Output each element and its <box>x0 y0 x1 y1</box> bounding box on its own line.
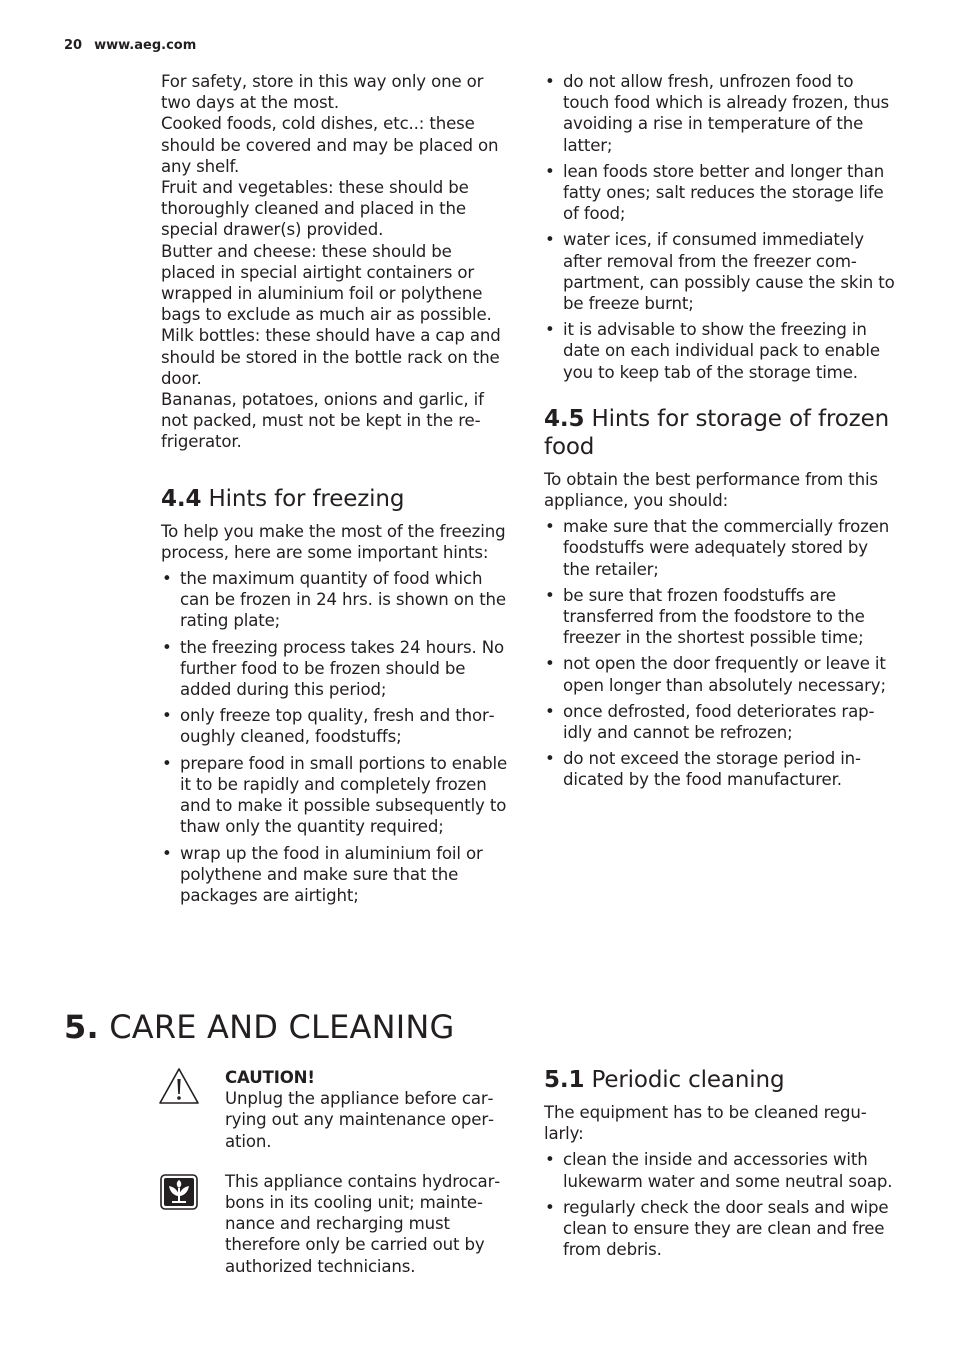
care-notices <box>225 1067 515 1277</box>
list-item: • lean foods store better and longer than fatty ones; salt reduces the storage life of food; <box>544 161 896 225</box>
section-heading-4-4 <box>161 485 511 513</box>
website-link[interactable]: www.aeg.com <box>94 38 197 53</box>
section-number: 4.4 <box>161 485 202 512</box>
list-item: • do not allow fresh, unfrozen food to touch food which is already frozen, thus avoiding a rise in temperature of the latter; <box>544 71 896 156</box>
periodic-cleaning-column <box>544 1067 896 1265</box>
freezing-hints-continued-list <box>544 71 896 383</box>
caution-title: CAUTION! <box>225 1068 315 1087</box>
storage-paragraph: Fruit and vegetables: these should be thoroughly cleaned and placed in the special drawer(s) provided. <box>161 178 469 240</box>
section-intro: The equipment has to be cleaned regularly: <box>544 1103 867 1144</box>
section-intro: To help you make the most of the freezing process, here are some important hints: <box>161 521 506 562</box>
storage-paragraph: Milk bottles: these should have a cap and should be stored in the bottle rack on the door. <box>161 326 501 388</box>
section-title: Hints for storage of frozen food <box>544 405 890 460</box>
page-header <box>64 38 196 53</box>
chapter-heading <box>64 1005 455 1049</box>
list-item: • water ices, if consumed immediately after removal from the freezer compartment, can possibly cause the skin to be freeze burnt; <box>544 229 896 314</box>
cleaning-list <box>544 1149 896 1260</box>
right-column-top <box>544 71 896 796</box>
list-item: • the freezing process takes 24 hours. No further food to be frozen should be added during this period; <box>161 637 511 701</box>
chapter-number: 5. <box>64 1008 99 1046</box>
section-heading-4-5 <box>544 405 896 461</box>
list-item: • wrap up the food in aluminium foil or polythene and make sure that the packages are airtight; <box>161 843 511 907</box>
storage-paragraph: Bananas, potatoes, onions and garlic, if not packed, must not be kept in the refrigerator. <box>161 390 484 452</box>
list-item: • be sure that frozen foodstuffs are transferred from the foodstore to the freezer in the shortest possible time; <box>544 585 896 649</box>
left-column-top <box>161 71 511 911</box>
list-item: • the maximum quantity of food which can be frozen in 24 hrs. is shown on the rating plate; <box>161 568 511 632</box>
list-item: • only freeze top quality, fresh and thoroughly cleaned, foodstuffs; <box>161 705 511 747</box>
list-item: • once defrosted, food deteriorates rapidly and cannot be refrozen; <box>544 701 896 743</box>
list-item: • do not exceed the storage period indicated by the food manufacturer. <box>544 748 896 790</box>
section-number: 5.1 <box>544 1067 585 1093</box>
section-title: Periodic cleaning <box>591 1067 785 1093</box>
list-item: • regularly check the door seals and wipe clean to ensure they are clean and free from debris. <box>544 1197 896 1261</box>
environment-symbol-icon <box>160 1174 198 1210</box>
chapter-title: CARE AND CLEANING <box>109 1008 455 1046</box>
storage-paragraph: Butter and cheese: these should be placed in special airtight containers or wrapped in aluminium foil or polythene bags to exclude as much air as possible. <box>161 241 492 325</box>
list-item: • it is advisable to show the freezing in date on each individual pack to enable you to keep tab of the storage time. <box>544 319 896 383</box>
section-title: Hints for freezing <box>208 485 405 512</box>
freezing-hints-list <box>161 568 511 906</box>
section-number: 4.5 <box>544 405 585 432</box>
list-item: • clean the inside and accessories with lukewarm water and some neutral soap. <box>544 1149 896 1191</box>
list-item: • make sure that the commercially frozen foodstuffs were adequately stored by the retailer; <box>544 516 896 580</box>
warning-triangle-icon <box>158 1067 200 1105</box>
section-intro: To obtain the best performance from this appliance, you should: <box>544 469 878 511</box>
caution-text: Unplug the appliance before carrying out any maintenance operation. <box>225 1089 495 1151</box>
page-number: 20 <box>64 38 83 53</box>
list-item: • not open the door frequently or leave it open longer than absolutely necessary; <box>544 653 896 695</box>
environment-note-text: This appliance contains hydrocarbons in its cooling unit; maintenance and recharging must therefore only be carried out by authorized technicians. <box>225 1171 501 1276</box>
storage-paragraph: Cooked foods, cold dishes, etc..: these should be covered and may be placed on any shelf. <box>161 114 499 176</box>
section-heading-5-1 <box>544 1066 896 1094</box>
storage-paragraph: For safety, store in this way only one or two days at the most. <box>161 72 484 113</box>
frozen-storage-list <box>544 516 896 790</box>
list-item: • prepare food in small portions to enable it to be rapidly and completely frozen and to make it possible subsequently to thaw only the quantity required; <box>161 753 511 838</box>
